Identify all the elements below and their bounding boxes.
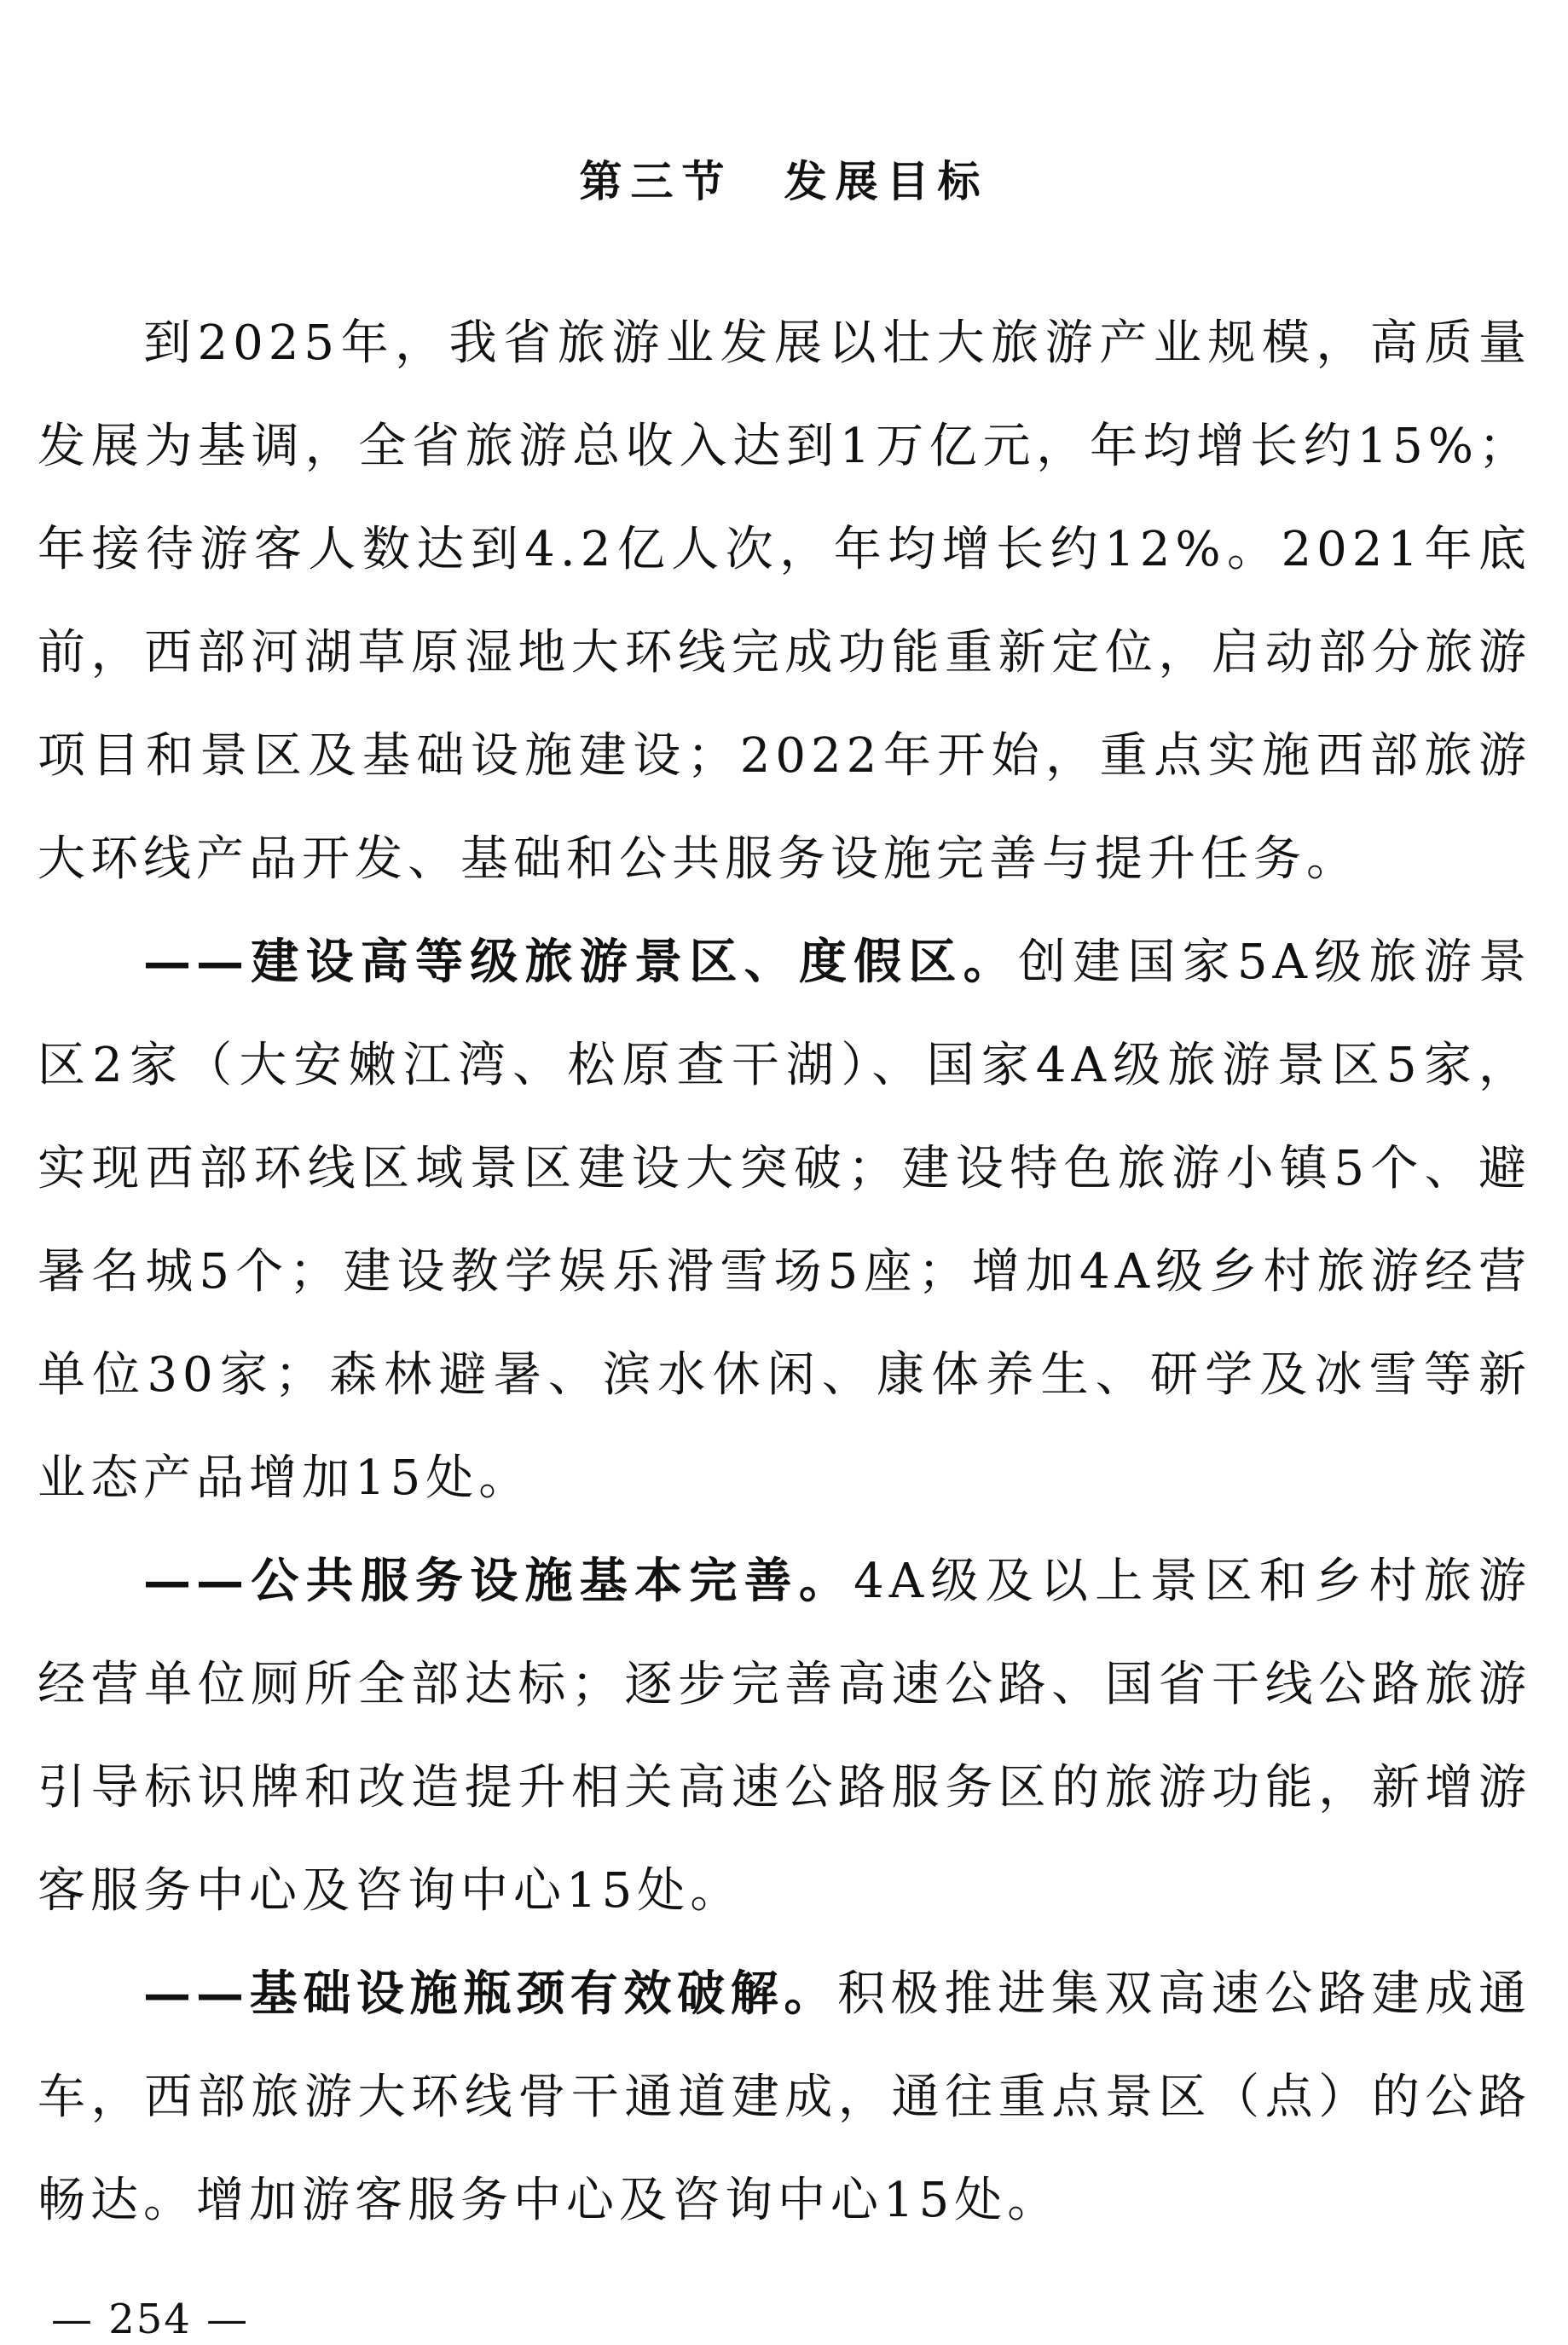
- paragraph-text: 4A级及以上景区和乡村旅游经营单位厕所全部达标；逐步完善高速公路、国省干线公路旅游引导标识牌和改造提升相关高速公路服务区的旅游功能，新增游客服务中心及咨询中心15处。: [38, 1554, 1531, 1919]
- paragraph-lead: ——基础设施瓶颈有效破解。: [143, 1966, 837, 2022]
- page-number: — 254 —: [51, 2296, 250, 2343]
- paragraph-scenic-areas: [38, 911, 1531, 1530]
- section-title: 第三节 发展目标: [579, 156, 989, 206]
- paragraph-public-services: [38, 1530, 1531, 1943]
- paragraph-overview: [38, 292, 1531, 911]
- paragraph-lead: ——建设高等级旅游景区、度假区。: [143, 934, 1018, 990]
- paragraph-infrastructure: [38, 1943, 1531, 2252]
- body-text: [38, 292, 1531, 2252]
- paragraph-text: 到2025年，我省旅游业发展以壮大旅游产业规模，高质量发展为基调，全省旅游总收入达到1万亿元，年均增长约15%；年接待游客人数达到4.2亿人次，年均增长约12%。2021年底前，西部河湖草原湿地大环线完成功能重新定位，启动部分旅游项目和景区及基础设施建设；2022年开始，重点实施西部旅游大环线产品开发、基础和公共服务设施完善与提升任务。: [38, 316, 1531, 887]
- paragraph-text: 创建国家5A级旅游景区2家（大安嫩江湾、松原查干湖）、国家4A级旅游景区5家，实现西部环线区域景区建设大突破；建设特色旅游小镇5个、避暑名城5个；建设教学娱乐滑雪场5座；增加4A级乡村旅游经营单位30家；森林避暑、滨水休闲、康体养生、研学及冰雪等新业态产品增加15处。: [38, 935, 1532, 1506]
- paragraph-text: 积极推进集双高速公路建成通车，西部旅游大环线骨干通道建成，通往重点景区（点）的公路畅达。增加游客服务中心及咨询中心15处。: [38, 1966, 1532, 2228]
- paragraph-lead: ——公共服务设施基本完善。: [143, 1553, 854, 1609]
